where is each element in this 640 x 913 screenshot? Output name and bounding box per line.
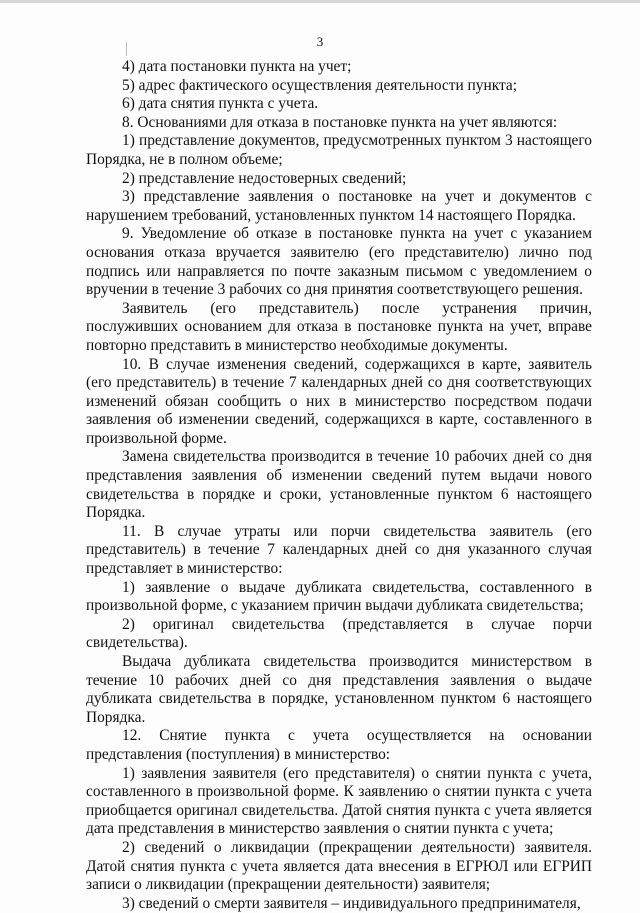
clause-8-heading: 8. Основаниями для отказа в постановке пункта на учет являются:	[122, 113, 558, 131]
clause-10: 10. В случае изменения сведений, содержащихся в карте, заявитель (его представитель) в течение 7 календарных дней со дня соответствующих изменений обязан сообщить о них в министерство посредством подачи заявления об изменении сведений, содержащихся в карте, составленного в произвольной форме.	[86, 355, 592, 447]
clause-11-item-2: 2) оригинал свидетельства (представляется в случае порчи свидетельства).	[86, 615, 592, 652]
clause-9: 9. Уведомление об отказе в постановке пункта на учет с указанием основания отказа вручается заявителю (его представителю) лично под подпись или направляется по почте заказным письмом с уведомлением о вручении в течение 3 рабочих со дня принятия соответствующего решения.	[86, 225, 592, 299]
page-number: 3	[316, 34, 324, 49]
clause-9-resubmission: Заявитель (его представитель) после устранения причин, послуживших основанием для отказа в постановке пункта на учет, вправе повторно представить в министерство необходимые документы.	[86, 299, 592, 354]
clause-12-item-3: 3) сведений о смерти заявителя – индивидуального предпринимателя,	[122, 894, 581, 912]
clause-11: 11. В случае утраты или порчи свидетельства заявитель (его представитель) в течение 7 календарных дней со дня указанного случая представляет в министерство:	[86, 522, 592, 578]
list-item-address: 5) адрес фактического осуществления деятельности пункта;	[122, 76, 518, 94]
clause-11-duplicate: Выдача дубликата свидетельства производится министерством в течение 10 рабочих дней со дня представления заявления о выдаче дубликата свидетельства в порядке, установленном пунктом 6 настоящего Порядка.	[86, 653, 592, 726]
clause-10-replacement: Замена свидетельства производится в течение 10 рабочих дней со дня представления заявления об изменении сведений путем выдачи нового свидетельства в порядке и сроки, установленные пунктом 6 настоящего Порядка.	[86, 448, 592, 522]
clause-12: 12. Снятие пункта с учета осуществляется на основании представления (поступления) в министерство:	[86, 727, 592, 763]
clause-8-item-1: 1) представление документов, предусмотренных пунктом 3 настоящего Порядка, не в полном объеме;	[86, 132, 592, 168]
list-item-date-registration: 4) дата постановки пункта на учет;	[122, 58, 352, 75]
clause-8-item-3: 3) представление заявления о постановке на учет и документов с нарушением требований, установленных пунктом 14 настоящего Порядка.	[86, 188, 592, 224]
document-body	[86, 58, 592, 913]
clause-11-item-1: 1) заявление о выдаче дубликата свидетельства, составленного в произвольной форме, с указанием причин выдачи дубликата свидетельства;	[86, 578, 592, 615]
clause-12-item-2: 2) сведений о ликвидации (прекращении деятельности) заявителя. Датой снятия пункта с учета является дата внесения в ЕГРЮЛ или ЕГРИП записи о ликвидации (прекращении деятельности) заявителя;	[86, 838, 592, 894]
scan-top-edge	[0, 0, 640, 3]
clause-12-item-1: 1) заявления заявителя (его представителя) о снятии пункта с учета, составленного в произвольной форме. К заявлению о снятии пункта с учета приобщается оригинал свидетельства. Датой снятия пункта с учета является дата представления в министерство заявления о снятии пункта с учета;	[86, 764, 592, 838]
list-item-date-removal: 6) дата снятия пункта с учета.	[122, 95, 319, 113]
clause-8-item-2: 2) представление недостоверных сведений;	[122, 169, 407, 187]
